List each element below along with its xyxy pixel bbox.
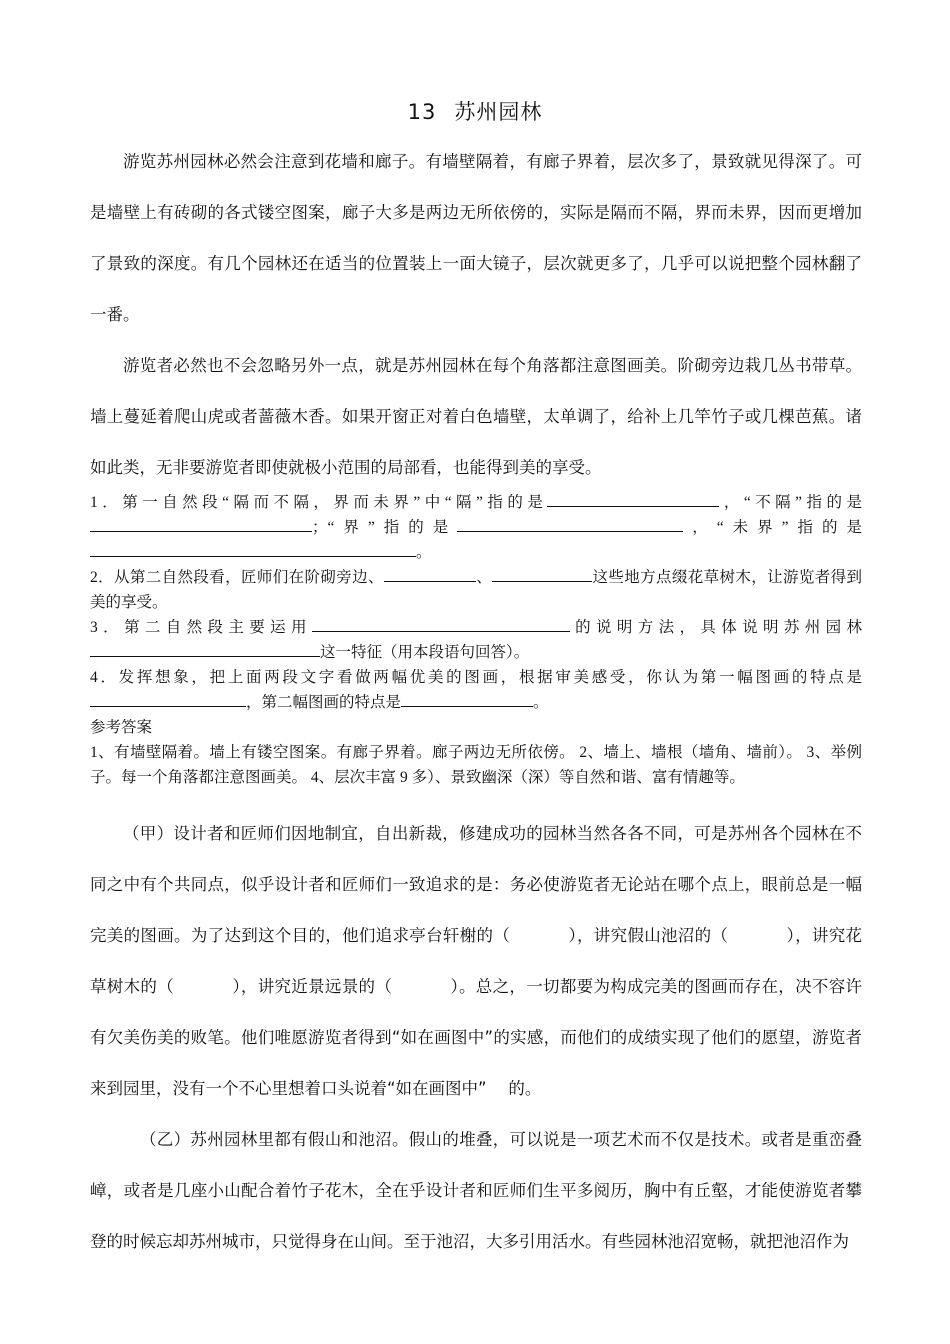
answer-blank[interactable]	[90, 691, 246, 707]
answer-blank[interactable]	[492, 566, 592, 582]
page-title	[0, 96, 950, 126]
answers-heading: 参考答案	[90, 719, 153, 736]
lesson-number: 13	[407, 100, 437, 124]
passage-jia: （甲）设计者和匠师们因地制宜，自出新裁，修建成功的园林当然各各不同，可是苏州各个园林在不同之中有个共同点，似乎设计者和匠师们一致追求的是：务必使游览者无论站在哪个点上，眼前总是一幅完美的图画。为了达到这个目的，他们追求亭台轩榭的（ ），讲究假山池沼的（ ），讲究花草树木的（ ），讲究近景远景的（ ）。总之，一切都要为构成完美的图画而存在，决不容许有欠美伤美的败笔。他们唯愿游览者得到“如在画图中”的实感，而他们的成绩实现了他们的愿望，游览者来到园里，没有一个不心里想着口头说着“如在画图中” 的。	[90, 824, 863, 1098]
answer-blank[interactable]	[90, 541, 416, 557]
answer-blank[interactable]	[401, 691, 533, 707]
answers-text: 1、有墙壁隔着。墙上有镂空图案。有廊子界着。廊子两边无所依傍。 2、墙上、墙根（墙角、墙前）。 3、举例子。每一个角落都注意图画美。 4、层次丰富 9 多）、景致幽深（深）等自然和谐、富有情趣等。	[90, 744, 862, 786]
answer-blank[interactable]	[90, 516, 312, 532]
answer-blank[interactable]	[312, 616, 570, 632]
lesson-title: 苏州园林	[454, 100, 543, 124]
answer-blank[interactable]	[384, 566, 476, 582]
answer-blank[interactable]	[90, 641, 320, 657]
answer-blank[interactable]	[457, 516, 683, 532]
passage-yi: （乙）苏州园林里都有假山和池沼。假山的堆叠，可以说是一项艺术而不仅是技术。或者是重峦叠嶂，或者是几座小山配合着竹子花木，全在乎设计者和匠师们生平多阅历，胸中有丘壑，才能使游览者攀登的时候忘却苏州城市，只觉得身在山间。至于池沼，大多引用活水。有些园林池沼宽畅，就把池沼作为	[90, 1130, 862, 1251]
passage-one	[90, 136, 862, 493]
answer-blank[interactable]	[547, 491, 719, 507]
question-4: 4．发挥想象，把上面两段文字看做两幅优美的图画，根据审美感受，你认为第一幅图画的特点是，第二幅图画的特点是 。	[90, 669, 862, 711]
passage-paragraph: 游览苏州园林必然会注意到花墙和廊子。有墙壁隔着，有廊子界着，层次多了，景致就见得深了。可是墙壁上有砖砌的各式镂空图案，廊子大多是两边无所依傍的，实际是隔而不隔，界而未界，因而更增加了景致的深度。有几个园林还在适当的位置装上一面大镜子，层次就更多了，几乎可以说把整个园林翻了一番。	[90, 152, 862, 324]
question-1: 1．第一自然段“隔而不隔，界而未界”中“隔”指的是 ，“不隔”指的是；“界”指的是 ，“未界”指的是。	[90, 490, 862, 565]
question-2: 2．从第二自然段看，匠师们在阶砌旁边、 、 这些地方点缀花草树木，让游览者得到美的享受。	[90, 565, 862, 615]
questions-section	[90, 490, 862, 790]
passage-two	[90, 808, 862, 1267]
passage-paragraph: 游览者必然也不会忽略另外一点，就是苏州园林在每个角落都注意图画美。阶砌旁边栽几丛书带草。墙上蔓延着爬山虎或者蔷薇木香。如果开窗正对着白色墙壁，太单调了，给补上几竿竹子或几棵芭蕉。诸如此类，无非要游览者即使就极小范围的局部看，也能得到美的享受。	[90, 356, 862, 477]
question-3: 3．第二自然段主要运用 的说明方法，具体说明苏州园林这一特征（用本段语句回答）。	[90, 615, 862, 665]
